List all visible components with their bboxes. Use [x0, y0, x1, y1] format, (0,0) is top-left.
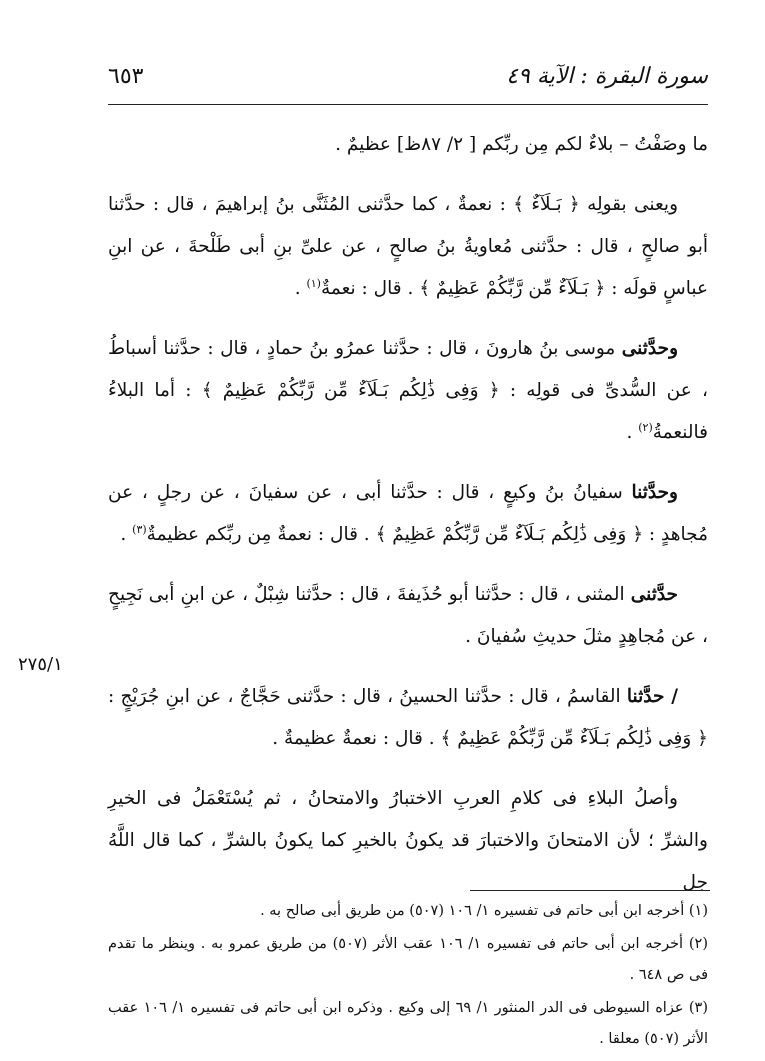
paragraph-text: وأصلُ البلاءِ فى كلامِ العربِ الاختبارُ والامتحانُ ، ثم يُسْتَعْمَلُ فى الخيرِ والشرِّ ؛ لأن الامتحانَ والاختبارَ قد يكونُ بالخيرِ كما يكونُ بالشرِّ ، كما قال اللَّهُ جل — [108, 788, 708, 893]
paragraph — [108, 184, 708, 310]
paragraph — [108, 124, 708, 166]
paragraph-lead: وحدَّثنا — [631, 482, 678, 503]
paragraph — [108, 778, 708, 904]
paragraph-text: موسى بنُ هارونَ ، قال : حدَّثنا عمرُو بنُ حمادٍ ، قال : حدَّثنا أسباطُ ، عن السُّدىِّ فى قولِه : ﴿ وَفِى ذَٰلِكُم بَـلَآءٌ مِّن رَّبِّكُمْ عَظِيمٌ ﴾ : أما البلاءُ فالنعمةُ — [108, 338, 708, 443]
paragraph-tail: . — [294, 278, 307, 299]
header-title: سورة البقرة : الآية ٤٩ — [506, 64, 708, 89]
paragraph — [108, 472, 708, 556]
paragraph-lead: / حدَّثنا — [626, 686, 679, 707]
paragraph-tail: . — [120, 524, 133, 545]
paragraph-lead: وحدَّثنى — [621, 338, 678, 359]
running-header — [108, 64, 708, 104]
footnotes — [108, 896, 708, 1057]
footnote: (٢) أخرجه ابن أبى حاتم فى تفسيره ١/ ١٠٦ عقب الأثر (٥٠٧) من طريق عمرو به . وينظر ما تقدم فى ص ٦٤٨ . — [108, 936, 708, 983]
footnote-marker[interactable]: (١) — [306, 276, 321, 290]
main-text — [108, 124, 708, 922]
paragraph-text: القاسمُ ، قال : حدَّثنا الحسينُ ، قال : حدَّثنى حَجَّاجٌ ، عن ابنِ جُرَيْجٍ : ﴿ وَفِى ذَٰلِكُم بَـلَآءٌ مِّن رَّبِّكُمْ عَظِيمٌ ﴾ . قال : نعمةٌ عظيمةٌ . — [108, 686, 708, 749]
page-number: ٦٥٣ — [108, 64, 144, 89]
margin-reference: ٢٧٥/١ — [18, 654, 63, 675]
footnote-divider — [470, 890, 710, 891]
paragraph — [108, 328, 708, 454]
paragraph-lead: حدَّثنى — [630, 584, 678, 605]
paragraph — [108, 574, 708, 658]
header-divider — [108, 104, 708, 105]
paragraph — [108, 676, 708, 760]
footnote: (١) أخرجه ابن أبى حاتم فى تفسيره ١/ ١٠٦ (٥٠٧) من طريق أبى صالح به . — [260, 903, 708, 919]
paragraph-tail: . — [626, 422, 639, 443]
paragraph-text: سفيانُ بنُ وكيعٍ ، قال : حدَّثنا أبى ، عن سفيانَ ، عن رجلٍ ، عن مُجاهدٍ : ﴿ وَفِى ذَٰلِكُم بَـلَآءٌ مِّن رَّبِّكُمْ عَظِيمٌ ﴾ . قال : نعمةٌ مِن ربِّكم عظيمةٌ — [108, 482, 708, 545]
paragraph-text: ويعنى بقولِه ﴿ بَـلَآءٌ ﴾ : نعمةٌ ، كما حدَّثنى المُثَنَّى بنُ إبراهيمَ ، قال : حدَّثنا أبو صالحٍ ، قال : حدَّثنى مُعاويةُ بنُ صالحٍ ، عن علىِّ بنِ أبى طَلْحةَ ، عن ابنِ عباسٍ قولَه : ﴿ بَـلَآءٌ مِّن رَّبِّكُمْ عَظِيمٌ ﴾ . قال : نعمةٌ — [108, 194, 708, 299]
footnote-marker[interactable]: (٢) — [638, 420, 653, 434]
footnote-marker[interactable]: (٣) — [132, 522, 147, 536]
paragraph-text: المثنى ، قال : حدَّثنا أبو حُذَيفةَ ، قال : حدَّثنا شِبْلٌ ، عن ابنِ أبى نَجِيحٍ ، عن مُجاهِدٍ مثلَ حديثِ سُفيانَ . — [108, 584, 708, 647]
footnote: (٣) عزاه السيوطى فى الدر المنثور ١/ ٦٩ إلى وكيع . وذكره ابن أبى حاتم فى تفسيره ١/ ١٠٦ عقب الأثر (٥٠٧) معلقا . — [108, 1000, 708, 1047]
paragraph-text: ما وصَفْتُ – بلاءٌ لكم مِن ربِّكم [ ٢/ ٨٧ظ] عظيمٌ . — [335, 134, 708, 155]
